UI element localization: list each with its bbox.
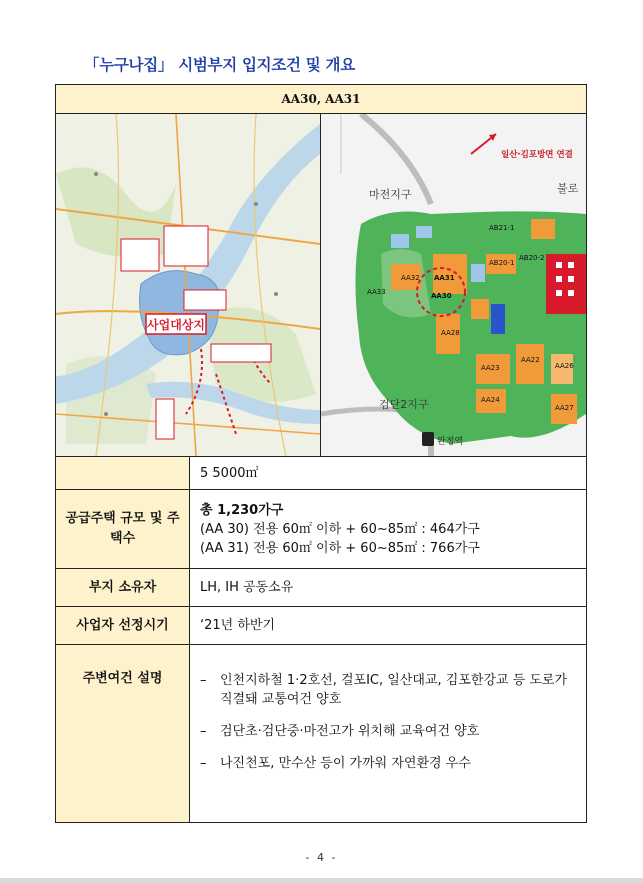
table-row (56, 490, 586, 569)
selection-value: ‘21년 하반기 (200, 618, 276, 633)
station-label: 완정역 (437, 437, 464, 447)
table-row (56, 607, 586, 645)
table-header: AA30, AA31 (56, 85, 586, 114)
page-number: - 4 - (305, 851, 338, 864)
list-item (200, 722, 576, 741)
lot-label-aa33: AA33 (367, 288, 386, 296)
list-item (200, 754, 576, 773)
row-value-selection (190, 607, 586, 644)
lot-label-aa31: AA31 (434, 274, 455, 282)
lot-label-aa24: AA24 (481, 396, 500, 404)
site-map (321, 114, 586, 456)
lot-label-aa30: AA30 (431, 292, 452, 300)
bullet-text: 나진천포, 만수산 등이 가까워 자연환경 우수 (220, 756, 471, 771)
aa31-households: (AA 31) 전용 60㎡ 이하 + 60~85㎡ : 766가구 (200, 540, 480, 556)
lot-label-ab20-2: AB20-2 (519, 254, 545, 262)
row-value-area (190, 457, 586, 489)
total-households: 총 1,230가구 (200, 502, 284, 518)
lot-label-aa22: AA22 (521, 356, 540, 364)
district-label-geomdan2: 검단2지구 (379, 398, 429, 411)
row-label-area (56, 457, 190, 489)
row-label-owner: 부지 소유자 (56, 569, 190, 606)
row-value-surroundings (190, 645, 586, 822)
bullet-text: 검단초·검단중·마전고가 위치해 교육여건 양호 (220, 724, 480, 739)
lot-label-aa26: AA26 (555, 362, 574, 370)
footer-bar (0, 878, 643, 884)
lot-label-aa27: AA27 (555, 404, 574, 412)
bullet-dash: – (200, 673, 207, 688)
owner-value: LH, IH 공동소유 (200, 580, 294, 595)
bullet-dash: – (200, 724, 207, 739)
row-label-supply: 공급주택 규모 및 주택수 (56, 490, 190, 568)
row-value-owner (190, 569, 586, 606)
area-value: 5 5000㎡ (200, 465, 259, 481)
aa30-households: (AA 30) 전용 60㎡ 이하 + 60~85㎡ : 464가구 (200, 521, 480, 537)
district-label-majeon: 마전지구 (369, 188, 412, 201)
overview-table (55, 84, 587, 823)
direction-note: 일산·김포방면 연결 (501, 150, 573, 160)
list-item (200, 671, 576, 709)
page-title: 「누구나집」 시범부지 입지조건 및 개요 (84, 56, 355, 74)
lot-label-ab21-1: AB21-1 (489, 224, 515, 232)
regional-map (56, 114, 321, 456)
bullet-text: 인천지하철 1·2호선, 걸포IC, 일산대교, 김포한강교 등 도로가 직결돼 교통여건 양호 (220, 673, 568, 707)
table-row (56, 457, 586, 490)
lot-label-aa28: AA28 (441, 329, 460, 337)
lot-label-aa23: AA23 (481, 364, 500, 372)
target-area-label: 사업대상지 (147, 318, 205, 332)
site-map-graphic (321, 114, 586, 456)
table-row (56, 645, 586, 822)
lot-label-ab20-1: AB20-1 (489, 259, 515, 267)
row-label-selection: 사업자 선정시기 (56, 607, 190, 644)
row-label-surroundings: 주변여건 설명 (56, 645, 190, 822)
regional-map-graphic (56, 114, 320, 456)
lot-label-aa32: AA32 (401, 274, 420, 282)
district-label-bullo: 불로 (557, 182, 579, 195)
map-row (56, 114, 586, 457)
table-row (56, 569, 586, 607)
bullet-dash: – (200, 756, 207, 771)
row-value-supply (190, 490, 586, 568)
